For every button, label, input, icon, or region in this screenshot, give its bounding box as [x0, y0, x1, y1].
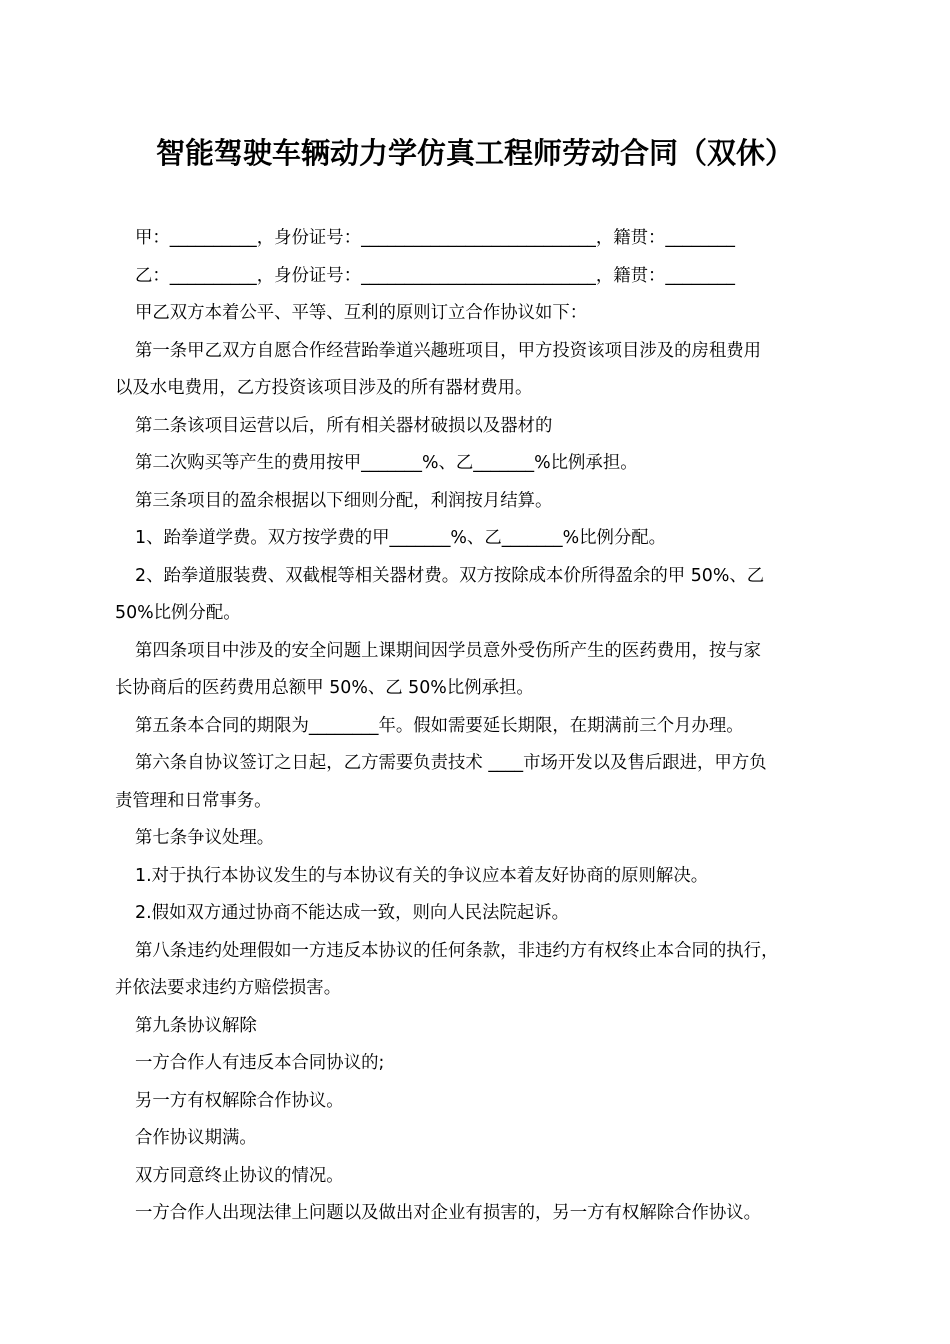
party-b-line: 乙：__________，身份证号：___________________________，籍贯：________ [135, 265, 735, 286]
article-3-item-2: 2、跆拳道服装费、双截棍等相关器材费。双方按除成本价所得盈余的甲 50%、乙 [135, 565, 765, 586]
article-9-line: 第九条协议解除 [135, 1015, 257, 1036]
party-a-line: 甲：__________，身份证号：___________________________，籍贯：________ [135, 228, 735, 248]
article-4-line: 第四条项目中涉及的安全问题上课期间因学员意外受伤所产生的医药费用，按与家 [135, 640, 762, 661]
article-6-continued: 责管理和日常事务。 [115, 790, 272, 811]
article-3-item-2-continued: 50%比例分配。 [115, 603, 241, 623]
article-8-continued: 并依法要求违约方赔偿损害。 [115, 978, 342, 998]
article-3-line: 第三条项目的盈余根据以下细则分配，利润按月结算。 [135, 490, 553, 511]
article-9-item-2: 另一方有权解除合作协议。 [135, 1090, 344, 1111]
document-body [115, 220, 850, 1233]
article-6-line: 第六条自协议签订之日起，乙方需要负责技术 ____市场开发以及售后跟进，甲方负 [135, 753, 767, 773]
document-title: 智能驾驶车辆动力学仿真工程师劳动合同（双休） [155, 136, 794, 170]
article-9-item-1: 一方合作人有违反本合同协议的; [135, 1053, 385, 1073]
article-2-line: 第二条该项目运营以后，所有相关器材破损以及器材的 [135, 415, 553, 436]
article-5-line: 第五条本合同的期限为________年。假如需要延长期限，在期满前三个月办理。 [135, 715, 744, 736]
article-2-continued: 第二次购买等产生的费用按甲_______%、乙_______%比例承担。 [135, 453, 638, 473]
article-9-item-4: 双方同意终止协议的情况。 [135, 1165, 344, 1186]
article-7-line: 第七条争议处理。 [135, 828, 275, 848]
article-9-item-5: 一方合作人出现法律上问题以及做出对企业有损害的，另一方有权解除合作协议。 [135, 1203, 762, 1223]
article-7-item-2: 2.假如双方通过协商不能达成一致，则向人民法院起诉。 [135, 903, 569, 923]
article-1-line: 第一条甲乙双方自愿合作经营跆拳道兴趣班项目，甲方投资该项目涉及的房租费用 [135, 340, 762, 361]
article-4-continued: 长协商后的医药费用总额甲 50%、乙 50%比例承担。 [115, 678, 534, 698]
preamble-line: 甲乙双方本着公平、平等、互利的原则订立合作协议如下： [135, 303, 588, 323]
article-8-line: 第八条违约处理假如一方违反本协议的任何条款，非违约方有权终止本合同的执行， [135, 940, 779, 961]
article-3-item-1: 1、跆拳道学费。双方按学费的甲_______%、乙_______%比例分配。 [135, 528, 667, 548]
article-1-continued: 以及水电费用，乙方投资该项目涉及的所有器材费用。 [115, 378, 533, 398]
article-7-item-1: 1.对于执行本协议发生的与本协议有关的争议应本着友好协商的原则解决。 [135, 865, 709, 886]
article-9-item-3: 合作协议期满。 [135, 1128, 257, 1148]
